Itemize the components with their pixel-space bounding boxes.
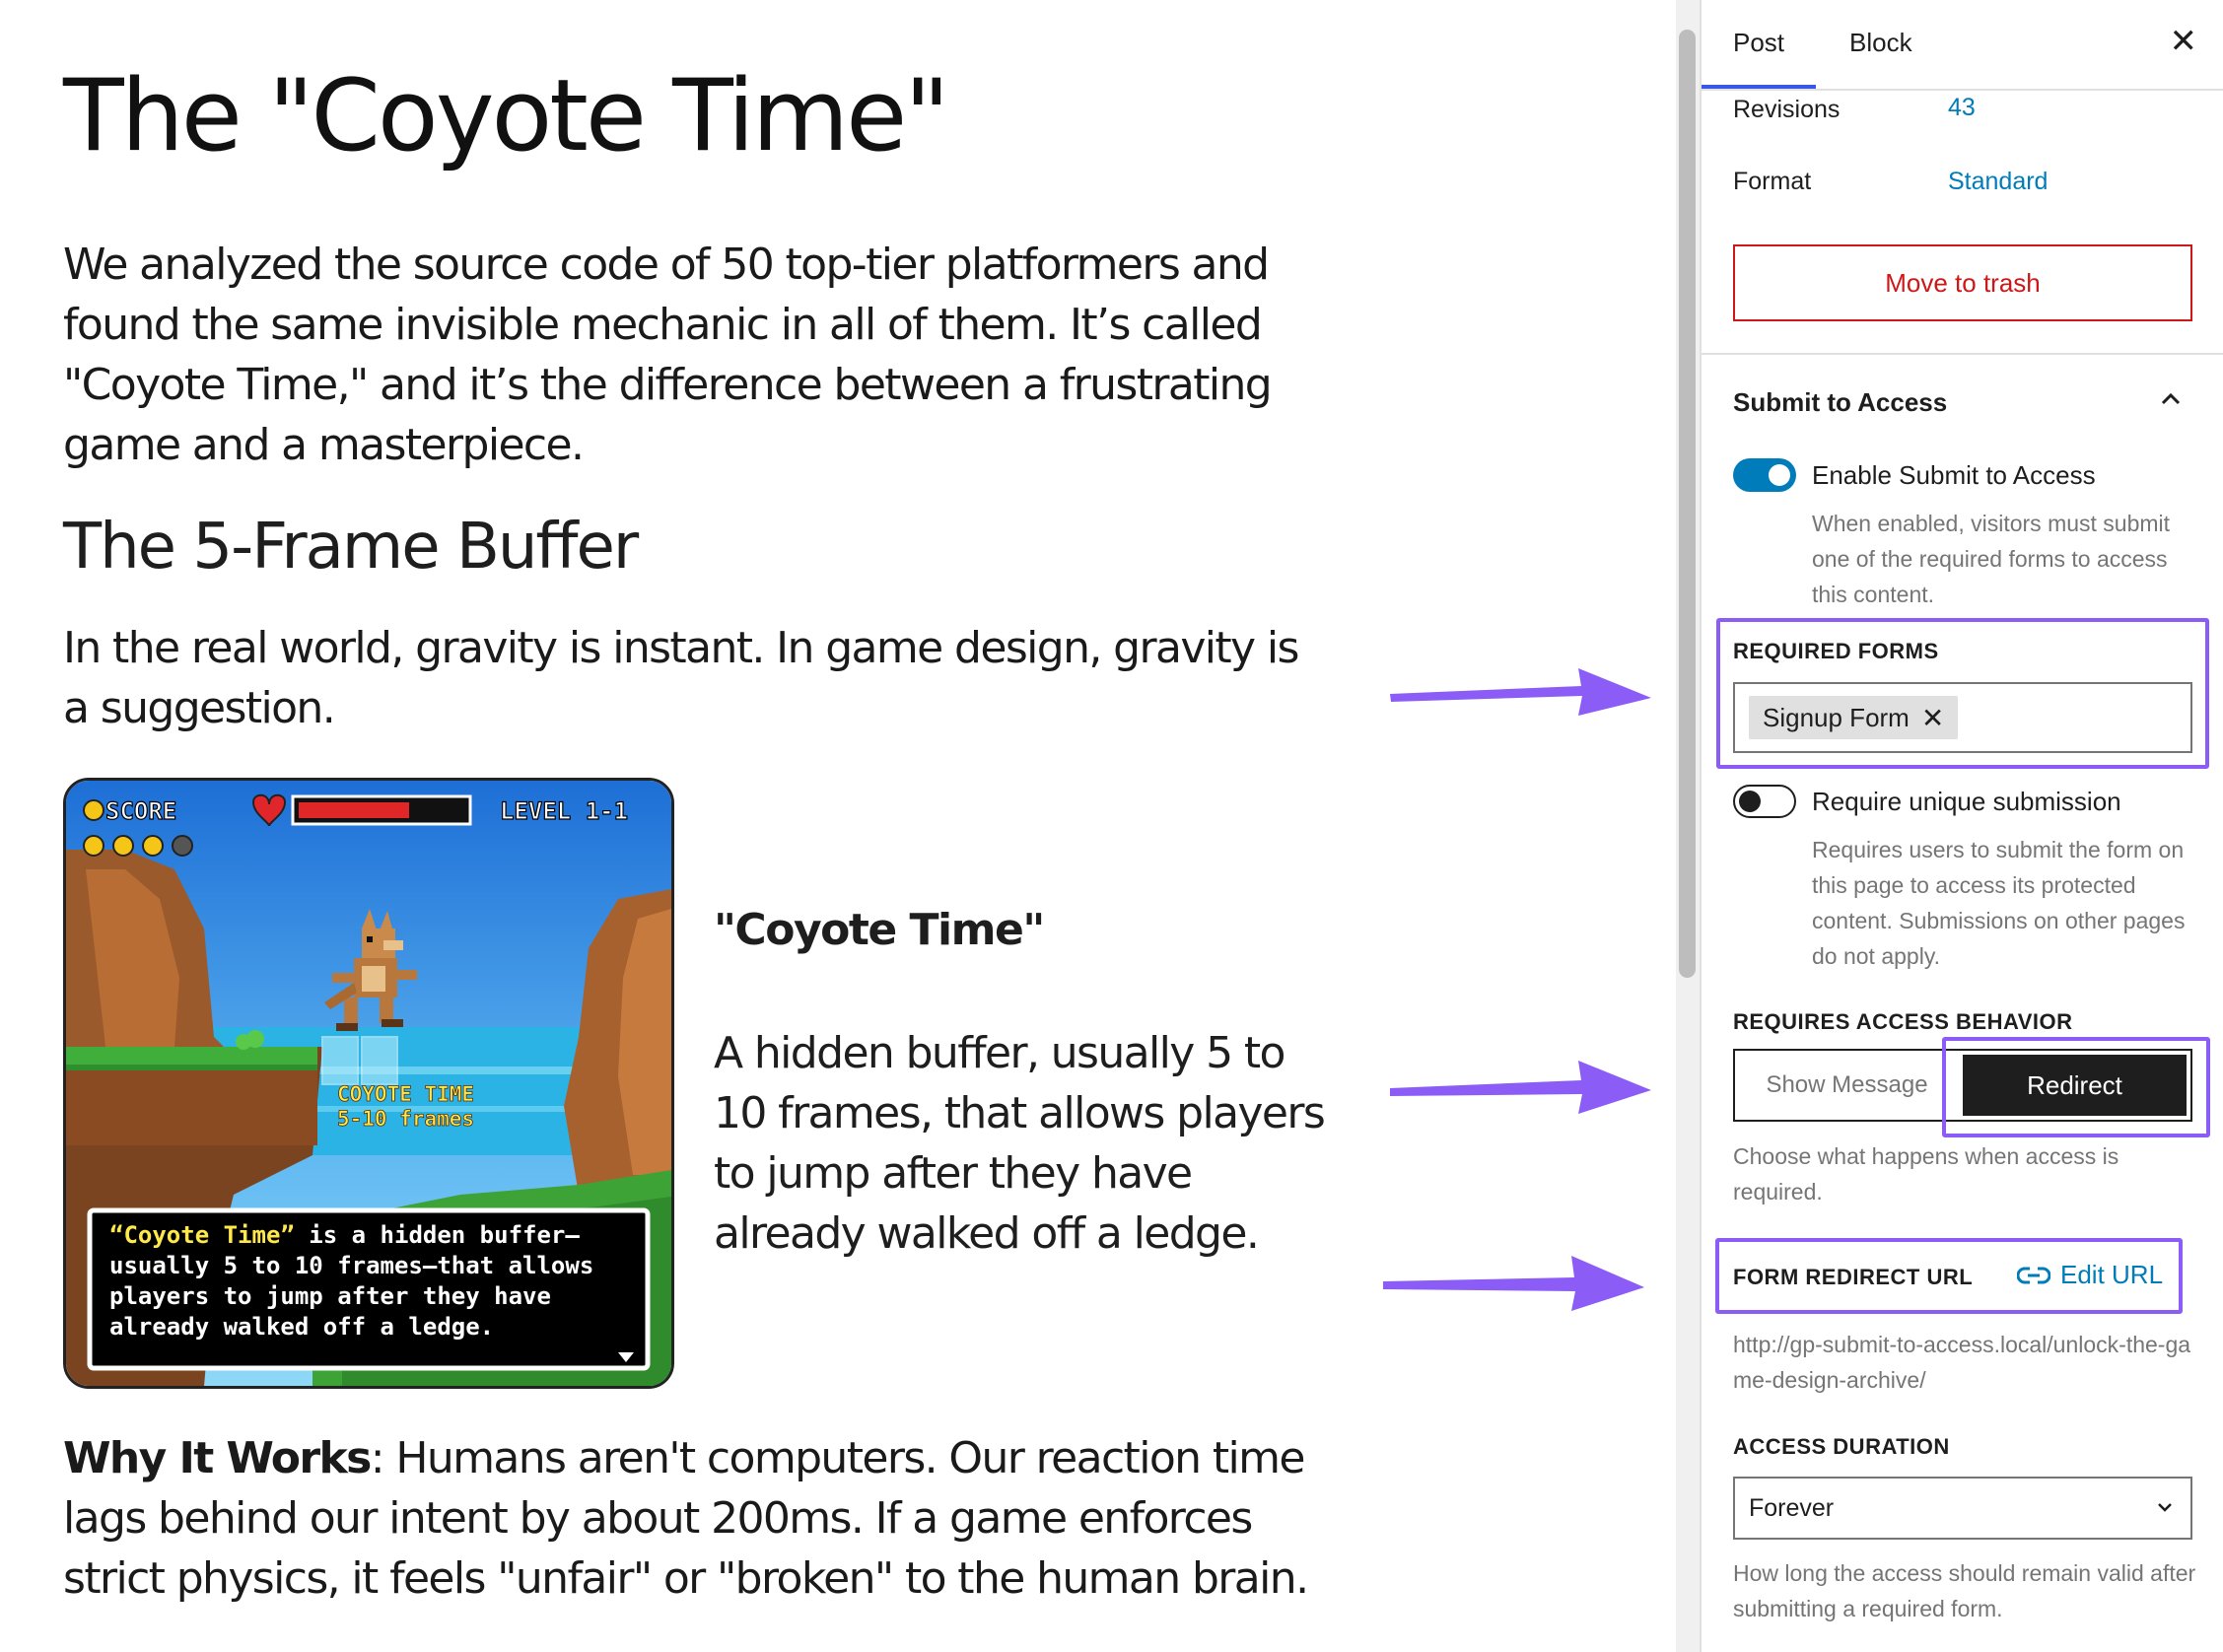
access-duration-select[interactable] (1733, 1477, 2192, 1540)
game-illustration-image[interactable] (63, 778, 674, 1389)
why-bold: Why It Works (63, 1433, 371, 1483)
require-unique-submission-toggle[interactable] (1733, 785, 1796, 818)
canvas-scrollbar-thumb[interactable] (1679, 30, 1696, 978)
arrow-right-icon (1378, 1248, 1649, 1327)
frames-label: 5-10 frames (337, 1107, 475, 1131)
redirect-option[interactable]: Redirect (1963, 1055, 2187, 1116)
hud-level: LEVEL 1-1 (500, 797, 629, 825)
enable-help-text: When enabled, visitors must submit one of the required forms to access this content. (1812, 511, 2171, 607)
enable-submit-to-access-label: Enable Submit to Access (1812, 460, 2096, 490)
gravity-paragraph[interactable]: In the real world, gravity is instant. In game design, gravity is a suggestion. (63, 623, 1298, 733)
access-duration-label: ACCESS DURATION (1733, 1434, 1950, 1459)
unique-help-text: Requires users to submit the form on this page to access its protected content. Submissions on other pages do not apply. (1812, 837, 2186, 969)
redirect-url-text: http://gp-submit-to-access.local/unlock-the-game-design-archive/ (1733, 1332, 2191, 1393)
required-forms-label: REQUIRED FORMS (1733, 639, 1939, 663)
required-forms-input[interactable] (1733, 682, 2192, 753)
settings-sidebar (1700, 0, 2223, 1652)
revisions-label: Revisions (1733, 96, 1841, 123)
require-unique-submission-label: Require unique submission (1812, 787, 2121, 816)
close-icon[interactable]: ✕ (2169, 23, 2197, 60)
tab-post[interactable]: Post (1733, 28, 1785, 57)
move-to-trash-button[interactable]: Move to trash (1733, 244, 2192, 321)
chevron-up-icon[interactable] (2156, 384, 2186, 414)
caption-title[interactable]: "Coyote Time" (714, 905, 1044, 955)
format-label: Format (1733, 168, 1812, 195)
show-message-option[interactable]: Show Message (1766, 1071, 1928, 1098)
access-duration-value: Forever (1749, 1493, 1835, 1522)
intro-paragraph[interactable]: We analyzed the source code of 50 top-tier platformers and found the same invisible mechanic in all of them. It’s called "Coyote Time," and it’s the difference between a frustrating game and a masterpiece. (63, 240, 1272, 470)
edit-url-label: Edit URL (2060, 1260, 2164, 1289)
link-icon (2017, 1264, 2050, 1287)
format-link[interactable]: Standard (1948, 168, 2049, 195)
access-behavior-label: REQUIRES ACCESS BEHAVIOR (1733, 1009, 2073, 1034)
divider (1702, 353, 2223, 355)
why-text: : Humans aren't computers. Our reaction time lags behind our intent by about 200ms. If a game enforces strict physics, it feels "unfair" or "broken" to the human brain. (63, 1433, 1308, 1604)
enable-submit-to-access-toggle[interactable] (1733, 458, 1796, 492)
duration-help-text: How long the access should remain valid after submitting a required form. (1733, 1560, 2196, 1621)
sidebar-tabs (1702, 0, 2223, 91)
form-token (1749, 696, 1958, 739)
hud-score: SCORE (105, 797, 177, 825)
caption-text[interactable]: A hidden buffer, usually 5 to 10 frames, that allows players to jump after they have already walked off a ledge. (714, 1028, 1325, 1259)
dialog-text: is a hidden buffer—usually 5 to 10 frames—that allows players to jump after they have already walked off a ledge. (109, 1221, 594, 1341)
form-redirect-url-label: FORM REDIRECT URL (1733, 1265, 1974, 1289)
why-it-works-paragraph[interactable] (63, 1428, 1345, 1609)
edit-url-button[interactable] (2017, 1260, 2163, 1290)
tab-block[interactable]: Block (1849, 28, 1912, 57)
arrow-right-icon (1385, 658, 1656, 737)
submit-to-access-panel-title[interactable]: Submit to Access (1733, 387, 1948, 417)
behavior-help-text: Choose what happens when access is required. (1733, 1143, 2119, 1205)
form-token-label: Signup Form (1763, 702, 1910, 732)
active-tab-indicator (1702, 85, 1816, 89)
pixel-art-platformer-scene (66, 781, 671, 1386)
post-title[interactable]: The "Coyote Time" (63, 57, 947, 173)
dialog-highlight: “Coyote Time” (109, 1221, 295, 1249)
coyote-time-label: COYOTE TIME (337, 1082, 475, 1106)
subheading[interactable]: The 5-Frame Buffer (63, 511, 638, 584)
chevron-down-icon (2153, 1495, 2177, 1519)
access-behavior-toggle-group (1733, 1049, 2192, 1122)
remove-token-icon[interactable]: ✕ (1920, 702, 1945, 733)
revisions-link[interactable]: 43 (1948, 94, 1976, 121)
arrow-right-icon (1385, 1053, 1656, 1132)
